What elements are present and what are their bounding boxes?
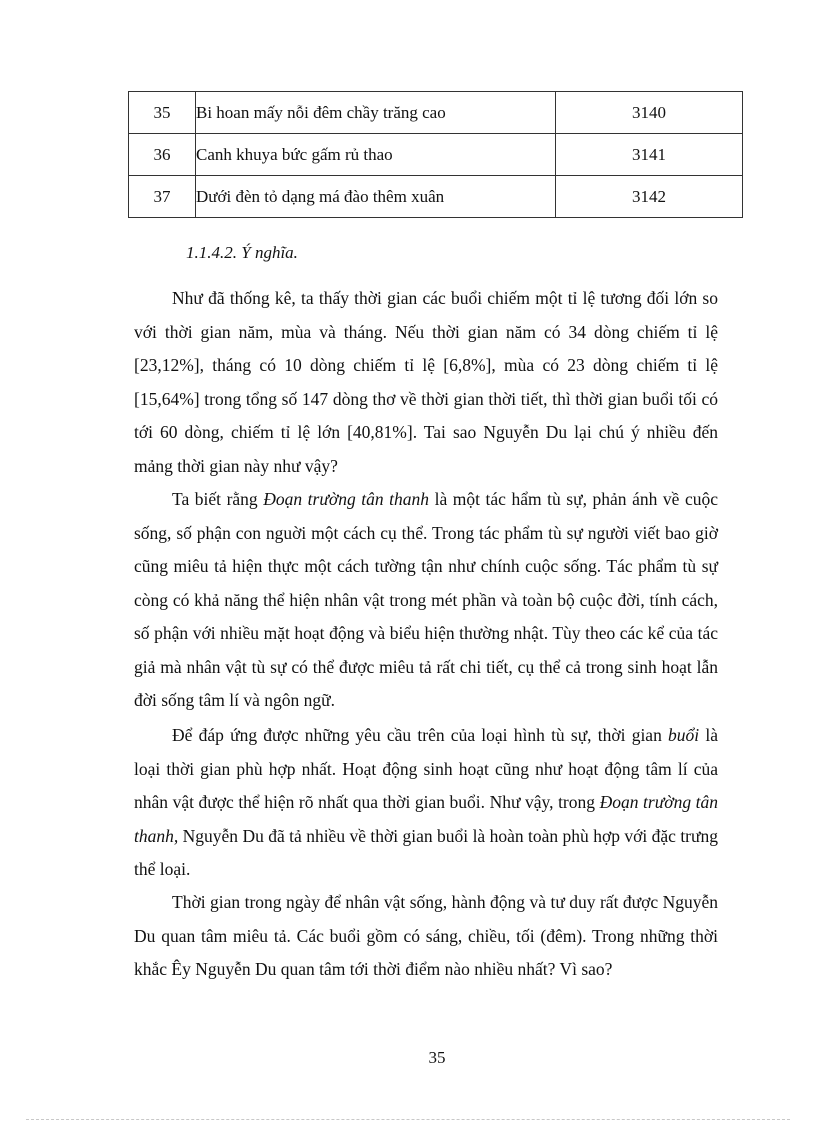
- text-run: là loại thời gian phù hợp nhất. Hoạt động sinh hoạt cũng như hoạt động tâm lí của nhân vật được thể hiện rõ nhất qua thời gian buổi. Như vậy, trong: [134, 725, 718, 812]
- text-run: Ta biết rằng: [172, 489, 264, 509]
- text-run: Nguyễn Du đã tả nhiều về thời gian buổi là hoàn toàn phù hợp với đặc trưng thể loại.: [134, 825, 718, 879]
- emphasis-term: buổi: [668, 725, 700, 745]
- row-index: 36: [129, 134, 196, 176]
- table-row: [129, 176, 743, 218]
- paragraph: Như đã thống kê, ta thấy thời gian các buổi chiếm một tỉ lệ tương đối lớn so với thời gian năm, mùa và tháng. Nếu thời gian năm có 34 dòng chiếm tỉ lệ [23,12%], tháng có 10 dòng chiếm tỉ lệ [6,8%], mùa có 23 dòng chiếm tỉ lệ [15,64%] trong tổng số 147 dòng thơ về thời gian thời tiết, thì thời gian buổi tối có tới 60 dòng, chiếm tỉ lệ lớn [40,81%]. Tai sao Nguyễn Du lại chú ý nhiều đến mảng thời gian này như vậy?: [134, 288, 718, 476]
- row-index: 37: [129, 176, 196, 218]
- line-number: 3140: [556, 92, 743, 134]
- work-title: Đoạn trường tân thanh: [263, 489, 430, 509]
- work-title: Đoạn trường tân thanh,: [134, 792, 718, 846]
- row-index: 35: [129, 92, 196, 134]
- table-row: [129, 92, 743, 134]
- section-heading: 1.1.4.2. Ý nghĩa.: [186, 243, 298, 262]
- line-number: 3141: [556, 134, 743, 176]
- verse-text: Canh khuya bức gấm rủ thao: [196, 134, 556, 176]
- page-number: 35: [428, 1048, 446, 1067]
- line-number: 3142: [556, 176, 743, 218]
- page-bottom-divider: [26, 1119, 790, 1120]
- table-row: [129, 134, 743, 176]
- text-run: Để đáp ứng được những yêu cầu trên của loại hình tù sự, thời gian: [172, 725, 669, 745]
- paragraph: [134, 719, 718, 887]
- text-run: là một tác hẩm tù sự, phản ánh về cuộc sống, số phận con nguời một cách cụ thể. Trong tác phẩm tù sự người viết bao giờ cũng miêu tả hiện thực một cách tường tận như chính cuộc sống. Tác phẩm tù sự còng có khả năng thể hiện nhân vật trong mét phần và toàn bộ cuộc đời, tính cách, số phận với nhiều mặt hoạt động và biểu hiện thường nhật. Tùy theo các kể của tác giả mà nhân vật tù sự có thể được miêu tả rất chi tiết, cụ thể cả trong sinh hoạt lẫn đời sống tâm lí và ngôn ngữ.: [134, 489, 718, 710]
- verse-text: Dưới đèn tỏ dạng má đào thêm xuân: [196, 176, 556, 218]
- verse-text: Bi hoan mấy nỗi đêm chầy trăng cao: [196, 92, 556, 134]
- paragraph: [134, 483, 718, 718]
- verse-table: [128, 91, 743, 218]
- paragraph: Thời gian trong ngày để nhân vật sống, hành động và tư duy rất được Nguyễn Du quan tâm miêu tả. Các buổi gồm có sáng, chiều, tối (đêm). Trong những thời khắc Êy Nguyễn Du quan tâm tới thời điểm nào nhiều nhất? Vì sao?: [134, 892, 718, 979]
